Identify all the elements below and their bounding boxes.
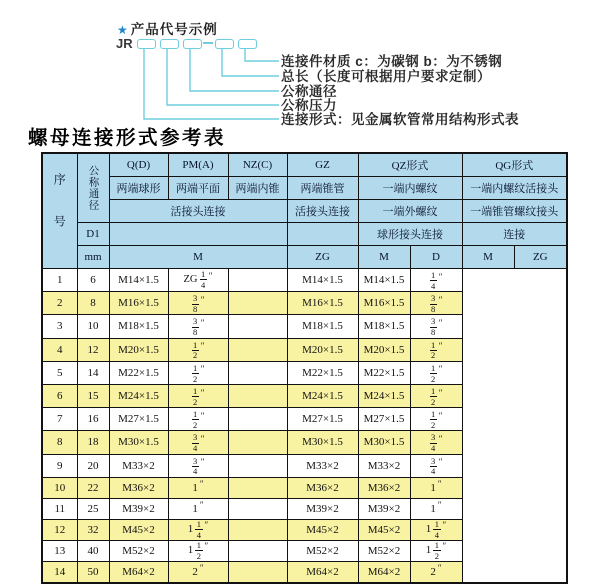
cell-m: M14×1.5: [109, 269, 168, 292]
cell-qz-d: M27×1.5: [287, 408, 358, 431]
blank-cell: [287, 223, 358, 246]
cell-dn: 22: [77, 477, 109, 498]
table-row: [42, 315, 567, 338]
desc-gz: 两端锥管: [287, 177, 358, 200]
connect-m: 活接头连接: [109, 200, 287, 223]
code-box-2: [160, 39, 179, 49]
cell-qg-zg: 1 1 2 ″: [410, 540, 462, 561]
cell-dn: 10: [77, 315, 109, 338]
cell-m: M36×2: [109, 477, 168, 498]
cell-qz-d: M39×2: [287, 498, 358, 519]
cell-qz-d: M36×2: [287, 477, 358, 498]
table-row: [42, 292, 567, 315]
cell-seq: 10: [42, 477, 77, 498]
cell-seq: 11: [42, 498, 77, 519]
cell-m: M27×1.5: [109, 408, 168, 431]
cell-m: M24×1.5: [109, 384, 168, 407]
cell-qg-zg: 1 ″: [410, 498, 462, 519]
cell-seq: 7: [42, 408, 77, 431]
cell-qg-m: M24×1.5: [358, 384, 410, 407]
cell-m: M18×1.5: [109, 315, 168, 338]
cell-dn: 15: [77, 384, 109, 407]
cell-dn: 12: [77, 338, 109, 361]
cell-zg: 1 ″: [168, 477, 228, 498]
table-row: [42, 384, 567, 407]
cell-seq: 13: [42, 540, 77, 561]
cell-seq: 14: [42, 562, 77, 583]
cell-qg-zg: 1 2 ″: [410, 338, 462, 361]
cell-qg-m: M22×1.5: [358, 361, 410, 384]
cell-qg-m: M39×2: [358, 498, 410, 519]
diagram-heading-line: [117, 18, 218, 38]
cell-qz-m: [228, 338, 287, 361]
cell-qz-m: [228, 361, 287, 384]
cell-zg: 1 2 ″: [168, 384, 228, 407]
cell-qg-zg: 1 4 ″: [410, 269, 462, 292]
cell-qz-m: [228, 562, 287, 583]
cell-qz-d: M45×2: [287, 519, 358, 540]
cell-dn: 20: [77, 454, 109, 477]
desc-qd: 两端球形: [109, 177, 168, 200]
code-prefix: JR: [116, 36, 133, 51]
cell-zg: 3 8 ″: [168, 292, 228, 315]
table-row: [42, 454, 567, 477]
cell-m: M16×1.5: [109, 292, 168, 315]
table-row: [42, 540, 567, 561]
col-header-seq: 序号: [42, 153, 77, 269]
cell-qz-m: [228, 540, 287, 561]
cell-dn: 25: [77, 498, 109, 519]
col-header-qd: Q(D): [109, 153, 168, 177]
cell-qg-zg: 3 8 ″: [410, 315, 462, 338]
cell-qz-m: [228, 384, 287, 407]
cell-qg-m: M16×1.5: [358, 292, 410, 315]
cell-qz-d: M22×1.5: [287, 361, 358, 384]
cell-qz-d: M16×1.5: [287, 292, 358, 315]
cell-qg-zg: 1 2 ″: [410, 361, 462, 384]
cell-m: M39×2: [109, 498, 168, 519]
cell-seq: 12: [42, 519, 77, 540]
code-box-3: [183, 39, 202, 49]
cell-seq: 6: [42, 384, 77, 407]
cell-qg-m: M36×2: [358, 477, 410, 498]
cell-qz-m: [228, 431, 287, 454]
cell-m: M33×2: [109, 454, 168, 477]
cell-qg-zg: 3 4 ″: [410, 454, 462, 477]
cell-qz-d: M14×1.5: [287, 269, 358, 292]
col-header-pma: PM(A): [168, 153, 228, 177]
code-box-4: [215, 39, 234, 49]
cell-m: M64×2: [109, 562, 168, 583]
cell-zg: 1 2 ″: [168, 361, 228, 384]
connect2-qg: 连接: [462, 223, 567, 246]
cell-qz-m: [228, 315, 287, 338]
table-row: [42, 562, 567, 583]
unit-qg-zg: ZG: [514, 246, 567, 269]
cell-qg-m: M18×1.5: [358, 315, 410, 338]
cell-dn: 18: [77, 431, 109, 454]
table-row: [42, 519, 567, 540]
cell-seq: 2: [42, 292, 77, 315]
cell-qg-zg: 3 4 ″: [410, 431, 462, 454]
diagram-heading: 产品代号示例: [130, 22, 218, 37]
cell-seq: 4: [42, 338, 77, 361]
unit-mm: mm: [77, 246, 109, 269]
cell-qz-m: [228, 477, 287, 498]
cell-seq: 3: [42, 315, 77, 338]
table-row: [42, 269, 567, 292]
connect-qz: 一端外螺纹: [358, 200, 462, 223]
col-header-qg: QG形式: [462, 153, 567, 177]
cell-zg: 3 8 ″: [168, 315, 228, 338]
cell-seq: 5: [42, 361, 77, 384]
col-header-dn: 公称通径: [77, 153, 109, 223]
code-box-1: [137, 39, 156, 49]
cell-qg-m: M30×1.5: [358, 431, 410, 454]
connect2-qz: 球形接头连接: [358, 223, 462, 246]
cell-dn: 32: [77, 519, 109, 540]
cell-dn: 6: [77, 269, 109, 292]
col-header-nzc: NZ(C): [228, 153, 287, 177]
cell-zg: 1 2 ″: [168, 338, 228, 361]
cell-qg-zg: 1 ″: [410, 477, 462, 498]
desc-pma: 两端平面: [168, 177, 228, 200]
cell-qz-m: [228, 454, 287, 477]
cell-dn: 14: [77, 361, 109, 384]
table-row: [42, 408, 567, 431]
cell-qz-m: [228, 292, 287, 315]
desc-qg: 一端内螺纹活接头: [462, 177, 567, 200]
cell-m: M30×1.5: [109, 431, 168, 454]
code-label-connection: 连接形式：见金属软管常用结构形式表: [281, 112, 519, 127]
code-label-diameter: 公称通径: [281, 84, 337, 99]
cell-qz-m: [228, 408, 287, 431]
cell-qz-m: [228, 269, 287, 292]
cell-zg: 1 1 2 ″: [168, 540, 228, 561]
cell-dn: 8: [77, 292, 109, 315]
cell-qg-m: M45×2: [358, 519, 410, 540]
code-label-material: 连接件材质 c：为碳钢 b：为不锈钢: [281, 54, 503, 69]
desc-qz: 一端内螺纹: [358, 177, 462, 200]
table-body: [42, 269, 567, 583]
cell-seq: 1: [42, 269, 77, 292]
cell-zg: 1 1 4 ″: [168, 519, 228, 540]
code-dash: [203, 42, 213, 44]
cell-qg-m: M14×1.5: [358, 269, 410, 292]
cell-qg-m: M64×2: [358, 562, 410, 583]
cell-qz-d: M52×2: [287, 540, 358, 561]
cell-qg-m: M52×2: [358, 540, 410, 561]
cell-seq: 9: [42, 454, 77, 477]
col-header-gz: GZ: [287, 153, 358, 177]
cell-dn: 40: [77, 540, 109, 561]
cell-qz-d: M18×1.5: [287, 315, 358, 338]
cell-zg: 1 2 ″: [168, 408, 228, 431]
cell-qg-m: M20×1.5: [358, 338, 410, 361]
table-title: 螺母连接形式参考表: [28, 126, 227, 149]
cell-zg: 2 ″: [168, 562, 228, 583]
cell-qg-m: M33×2: [358, 454, 410, 477]
connect-gz: 活接头连接: [287, 200, 358, 223]
table-row: [42, 498, 567, 519]
desc-nzc: 两端内锥: [228, 177, 287, 200]
cell-qz-d: M24×1.5: [287, 384, 358, 407]
unit-qz-m: M: [358, 246, 410, 269]
cell-qz-d: M64×2: [287, 562, 358, 583]
table-row: [42, 431, 567, 454]
table-row: [42, 477, 567, 498]
col-header-d1: D1: [77, 223, 109, 246]
cell-m: M22×1.5: [109, 361, 168, 384]
cell-m: M52×2: [109, 540, 168, 561]
cell-zg: ZG 1 4 ″: [168, 269, 228, 292]
cell-zg: 3 4 ″: [168, 454, 228, 477]
cell-m: M20×1.5: [109, 338, 168, 361]
cell-qz-d: M33×2: [287, 454, 358, 477]
cell-qz-m: [228, 519, 287, 540]
unit-zg: ZG: [287, 246, 358, 269]
cell-qg-zg: 1 2 ″: [410, 408, 462, 431]
code-label-length: 总长（长度可根据用户要求定制）: [281, 69, 491, 84]
reference-table: [41, 152, 568, 584]
unit-m: M: [109, 246, 287, 269]
cell-qz-d: M30×1.5: [287, 431, 358, 454]
cell-qg-zg: 1 2 ″: [410, 384, 462, 407]
star-icon: ★: [117, 23, 129, 37]
cell-qg-zg: 3 8 ″: [410, 292, 462, 315]
blank-cell: [109, 223, 287, 246]
cell-dn: 16: [77, 408, 109, 431]
cell-zg: 1 ″: [168, 498, 228, 519]
cell-qz-m: [228, 498, 287, 519]
cell-seq: 8: [42, 431, 77, 454]
unit-qg-m: M: [462, 246, 514, 269]
cell-qg-zg: 2 ″: [410, 562, 462, 583]
cell-qz-d: M20×1.5: [287, 338, 358, 361]
table-row: [42, 338, 567, 361]
cell-dn: 50: [77, 562, 109, 583]
code-label-pressure: 公称压力: [281, 98, 337, 113]
code-box-5: [238, 39, 257, 49]
unit-qz-d: D: [410, 246, 462, 269]
cell-zg: 3 4 ″: [168, 431, 228, 454]
col-header-qz: QZ形式: [358, 153, 462, 177]
cell-qg-zg: 1 1 4 ″: [410, 519, 462, 540]
cell-m: M45×2: [109, 519, 168, 540]
table-row: [42, 361, 567, 384]
cell-qg-m: M27×1.5: [358, 408, 410, 431]
connect-qg: 一端锥管螺纹接头: [462, 200, 567, 223]
